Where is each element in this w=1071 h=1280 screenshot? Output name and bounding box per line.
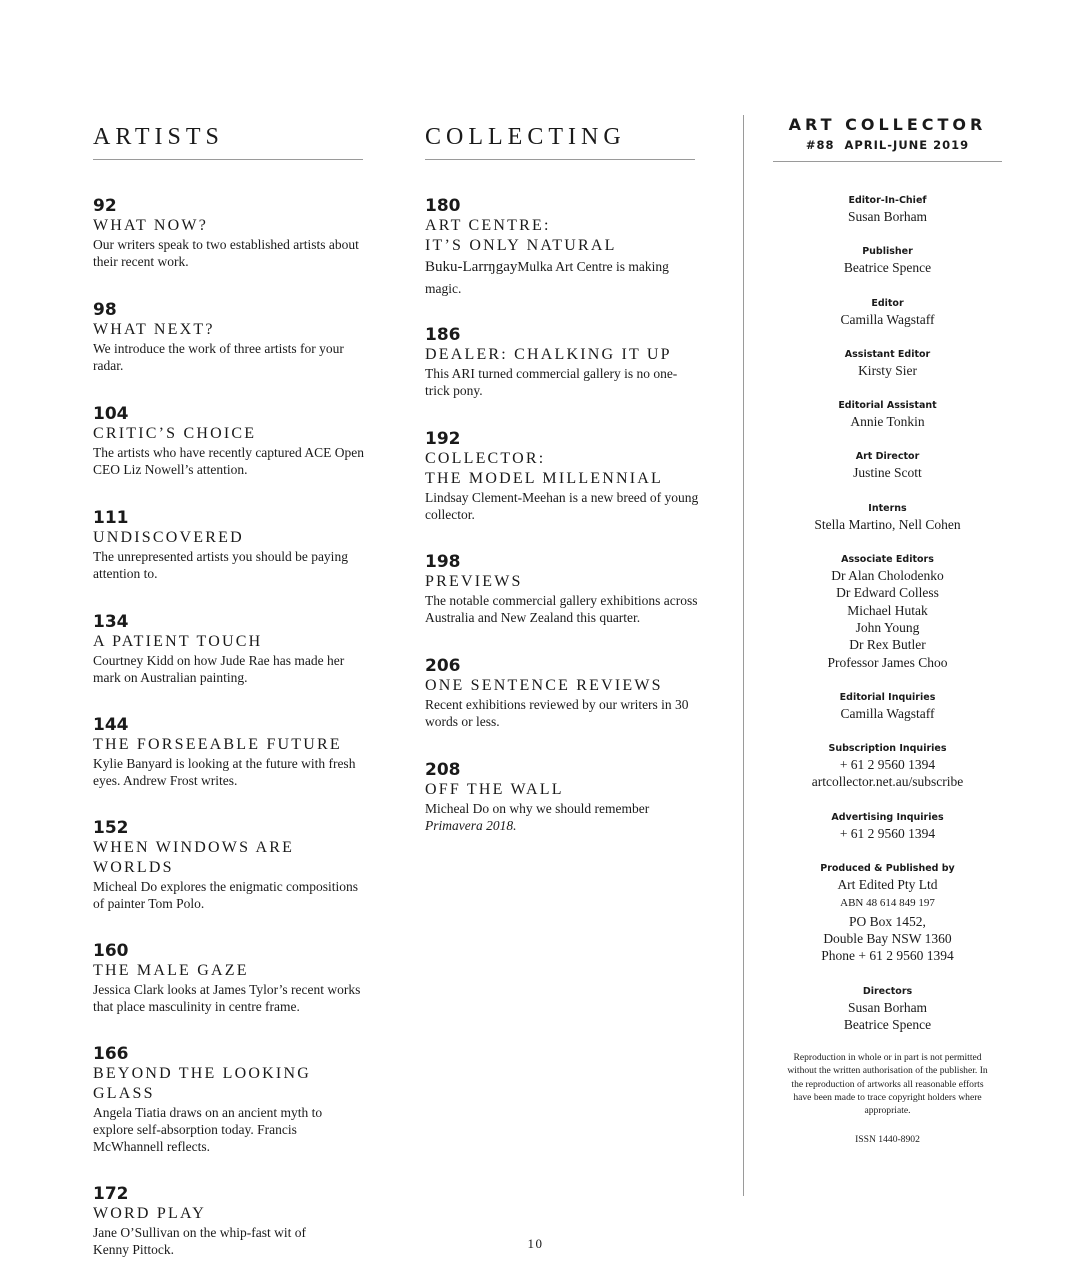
page-number: 10 [527,1236,544,1251]
entry-title: THE MALE GAZE [93,962,249,979]
address-line: PO Box 1452, [849,913,926,929]
toc-entry[interactable] [93,612,368,686]
column-divider [743,115,744,1196]
staff-group [773,554,1002,671]
staff-group [773,692,1002,722]
toc-entry[interactable] [93,1044,368,1155]
address-line: Double Bay NSW 1360 [823,930,952,946]
staff-group [773,400,1002,430]
entry-description: Angela Tiatia draws on an ancient myth to explore self-absorption today. Francis McWhannell reflects. [93,1105,323,1154]
entry-page-number: 144 [93,715,129,735]
staff-role: Interns [868,502,907,514]
staff-name: Annie Tonkin [850,414,925,430]
entry-title: WORD PLAY [93,1205,206,1222]
masthead-rule [773,161,1002,162]
staff-group [773,451,1002,481]
entry-description: We introduce the work of three artists for your radar. [93,341,344,373]
entry-description: Recent exhibitions reviewed by our writers in 30 words or less. [425,697,689,729]
toc-entry[interactable] [425,325,700,399]
staff-role: Produced & Published by [820,863,955,875]
phone-number: Phone + 61 2 9560 1394 [821,948,954,964]
staff-role: Editorial Assistant [838,400,937,412]
staff-name: Professor James Choo [827,654,948,670]
toc-entry[interactable] [425,656,700,730]
entry-title: A PATIENT TOUCH [93,633,263,650]
staff-name: Dr Alan Cholodenko [831,568,944,584]
toc-entry[interactable] [93,404,368,478]
collecting-entries [425,196,700,834]
staff-name: Stella Martino, Nell Cohen [814,516,961,532]
staff-group [773,246,1002,276]
entry-title-line: IT’S ONLY NATURAL [425,237,617,254]
toc-entry[interactable] [93,715,368,789]
staff-role: Directors [862,985,913,997]
staff-name: Susan Borham [847,999,928,1015]
abn [773,893,1002,912]
staff-role: Publisher [862,246,913,258]
toc-entry[interactable] [93,818,368,912]
artists-rule [93,159,363,160]
entry-page-number: 186 [425,325,461,345]
entry-title-line: COLLECTOR: [425,450,546,467]
staff-group [773,298,1002,328]
entry-title-line: THE MODEL MILLENNIAL [425,470,664,487]
magazine-title: ART COLLECTOR [788,115,987,134]
entry-description: Our writers speak to two established artists about their recent work. [93,237,359,269]
staff-role: Associate Editors [841,554,934,566]
entry-description: Courtney Kidd on how Jude Rae has made her mark on Australian painting. [93,653,345,685]
entry-description: Jessica Clark looks at James Tylor’s recent works that place masculinity in centre frame. [93,982,361,1014]
abn-text: ABN 48 614 849 197 [840,897,935,910]
entry-page-number: 180 [425,196,461,216]
entry-page-number: 160 [93,941,129,961]
entry-title: WHAT NOW? [93,217,209,234]
entry-title-line: ART CENTRE: [425,217,551,234]
staff-group [773,863,1002,964]
toc-entry[interactable] [425,760,700,834]
entry-description: Jane O’Sullivan on the whip-fast wit of Kenny Pittock. [93,1225,306,1257]
staff-group [773,195,1002,225]
entry-description: This ARI turned commercial gallery is no one-trick pony. [425,366,678,398]
entry-title: DEALER: CHALKING IT UP [425,346,672,363]
staff-group [773,986,1002,1034]
staff-name: Michael Hutak [847,602,928,618]
entry-page-number: 172 [93,1184,129,1204]
entry-description: The unrepresented artists you should be paying attention to. [93,549,348,581]
entry-description: The notable commercial gallery exhibitions across Australia and New Zealand this quarter. [425,593,698,625]
entry-page-number: 208 [425,760,461,780]
collecting-rule [425,159,695,160]
entry-title: WHEN WINDOWS ARE WORLDS [93,839,295,876]
staff-name: Susan Borham [847,209,928,224]
staff-name: Justine Scott [853,465,922,481]
entry-page-number: 104 [93,404,129,424]
staff-role: Assistant Editor [844,348,931,360]
copyright-notice: Reproduction in whole or in part is not permitted without the written authorisation of the publisher. In the reproduction of artworks all reasonable efforts have been made to trace copyright holders where appropriate. [787,1052,988,1116]
entry-title: WHAT NEXT? [93,321,215,338]
staff-role: Advertising Inquiries [831,811,944,823]
entry-page-number: 206 [425,656,461,676]
entry-page-number: 92 [93,196,117,216]
italic-title: Primavera 2018. [425,818,517,833]
phone-number: + 61 2 9560 1394 [839,825,936,841]
entry-page-number: 198 [425,552,461,572]
phone-number: + 61 2 9560 1394 [839,757,936,773]
staff-name: Dr Edward Colless [836,585,939,601]
toc-entry[interactable] [93,300,368,374]
staff-role: Editor-In-Chief [848,195,927,206]
staff-role: Subscription Inquiries [828,743,947,755]
staff-name: John Young [855,619,920,635]
artists-heading: ARTISTS [93,124,224,150]
entry-description: The artists who have recently captured ACE Open CEO Liz Nowell’s attention. [93,445,365,477]
staff-name: Camilla Wagstaff [840,311,935,327]
masthead-header [773,114,1002,162]
entry-page-number: 111 [93,508,129,528]
entry-description: Lindsay Clement-Meehan is a new breed of young collector. [425,490,699,522]
staff-role: Art Director [855,451,920,463]
staff-name: Dr Rex Butler [849,637,926,653]
staff-group [773,503,1002,533]
staff-name: Camilla Wagstaff [840,705,935,721]
artists-entries [93,196,368,1258]
toc-entry[interactable] [425,196,700,299]
toc-entry[interactable] [425,552,700,626]
entry-title: ONE SENTENCE REVIEWS [425,677,663,694]
entry-description [425,256,695,299]
staff-role: Editorial Inquiries [839,691,936,703]
entry-description: Micheal Do explores the enigmatic compositions of painter Tom Polo. [93,879,359,911]
toc-entry[interactable] [93,941,368,1015]
staff-name: Beatrice Spence [843,1016,932,1032]
entry-page-number: 192 [425,429,461,449]
toc-entry[interactable] [93,508,368,582]
entry-title: THE FORSEEABLE FUTURE [93,736,342,753]
entry-description: Micheal Do on why we should remember [425,801,650,816]
entry-page-number: 98 [93,300,117,320]
entry-title: PREVIEWS [425,573,523,590]
staff-group [773,743,1002,791]
entry-page-number: 152 [93,818,129,838]
entry-title: OFF THE WALL [425,781,564,798]
entry-description-rest: Mulka Art Centre is making magic. [425,259,669,296]
entry-description-place: Buku-Larrŋgay [425,259,518,275]
staff-name: Beatrice Spence [843,260,932,276]
subscribe-link[interactable]: artcollector.net.au/subscribe [811,774,964,790]
collecting-heading: COLLECTING [425,124,626,150]
entry-title: CRITIC’S CHOICE [93,425,257,442]
publisher-name: Art Edited Pty Ltd [837,877,938,893]
toc-entry[interactable] [93,196,368,270]
entry-description: Kylie Banyard is looking at the future with fresh eyes. Andrew Frost writes. [93,756,356,788]
issn: ISSN 1440-8902 [855,1134,920,1146]
entry-page-number: 134 [93,612,129,632]
toc-entry[interactable] [425,429,700,523]
masthead-staff [773,195,1002,1145]
staff-role: Editor [871,297,904,309]
entry-title: BEYOND THE LOOKING GLASS [93,1065,311,1102]
entry-description-italic [425,817,700,834]
staff-group [773,349,1002,379]
entry-title: UNDISCOVERED [93,529,244,546]
staff-group [773,812,1002,842]
staff-name: Kirsty Sier [858,362,917,378]
issue-label: #88 APRIL-JUNE 2019 [805,138,970,152]
entry-page-number: 166 [93,1044,129,1064]
